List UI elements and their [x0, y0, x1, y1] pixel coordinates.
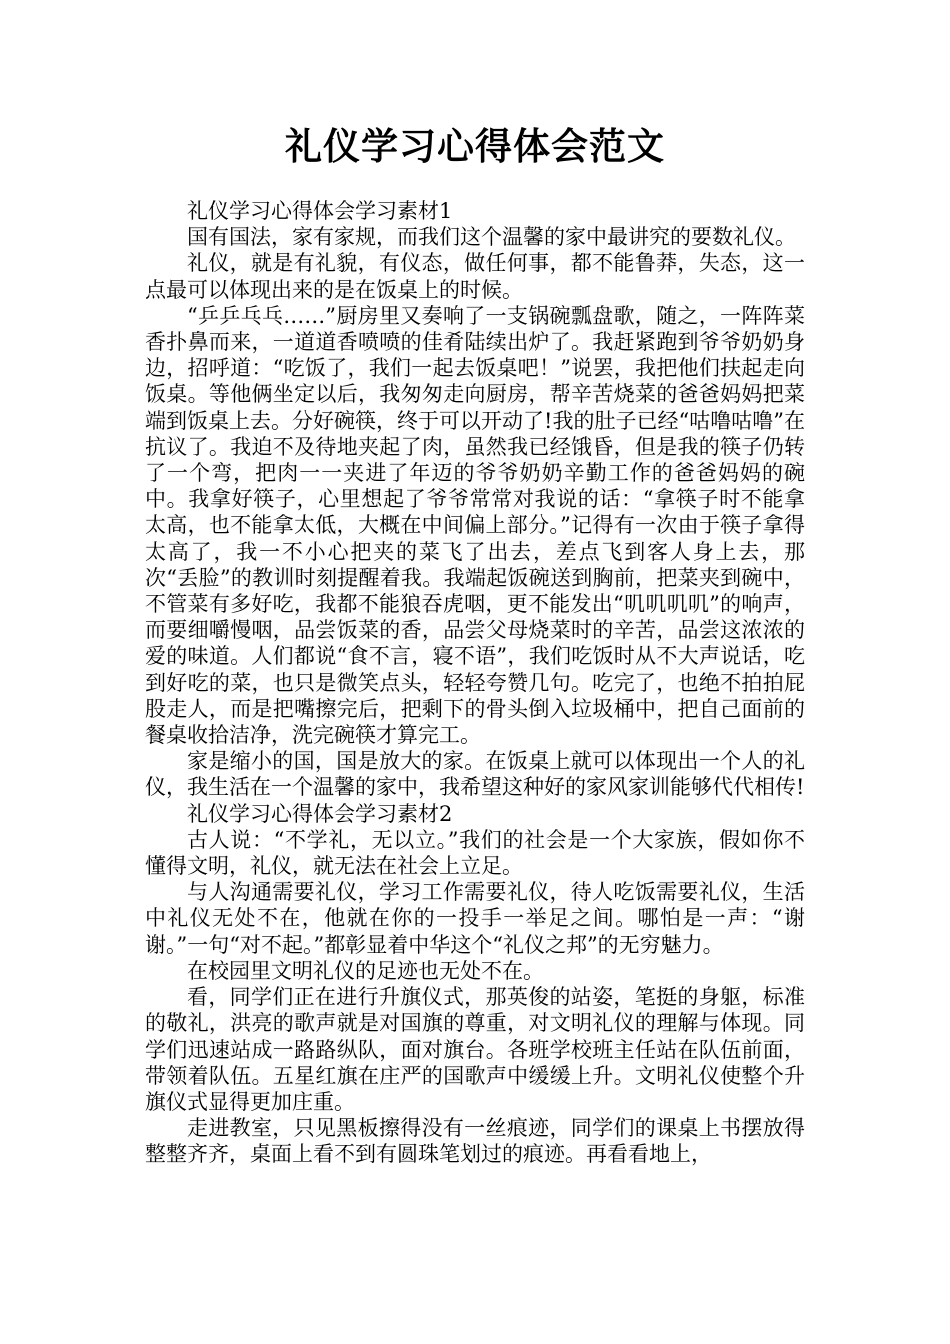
paragraph: “乒乒乓乓……”厨房里又奏响了一支锅碗瓢盘歌，随之，一阵阵菜香扑鼻而来，一道道香喷喷的佳肴陆续出炉了。我赶紧跑到爷爷奶奶身边，招呼道：“吃饭了，我们一起去饭桌吧！”说罢，我把他们扶起走向饭桌。等他俩坐定以后，我匆匆走向厨房，帮辛苦烧菜的爸爸妈妈把菜端到饭桌上去。分好碗筷，终于可以开动了!我的肚子已经“咕噜咕噜”在抗议了。我迫不及待地夹起了肉，虽然我已经饿昏，但是我的筷子仍转了一个弯，把肉一一夹进了年迈的爷爷奶奶辛勤工作的爸爸妈妈的碗中。我拿好筷子，心里想起了爷爷常常对我说的话：“拿筷子时不能拿太高，也不能拿太低，大概在中间偏上部分。”记得有一次由于筷子拿得太高了，我一不小心把夹的菜飞了出去，差点飞到客人身上去，那次“丢脸”的教训时刻提醒着我。我端起饭碗送到胸前，把菜夹到碗中，不管菜有多好吃，我都不能狼吞虎咽，更不能发出“叽叽叽叽”的响声，而要细嚼慢咽，品尝饭菜的香，品尝父母烧菜时的辛苦，品尝这浓浓的爱的味道。人们都说“食不言，寝不语”，我们吃饭时从不大声说话，吃到好吃的菜，也只是微笑点头，轻轻夸赞几句。吃完了，也绝不拍拍屁股走人，而是把嘴擦完后，把剩下的骨头倒入垃圾桶中，把自己面前的餐桌收拾洁净，洗完碗筷才算完工。 [145, 303, 805, 748]
paragraph: 家是缩小的国，国是放大的家。在饭桌上就可以体现出一个人的礼仪，我生活在一个温馨的家中，我希望这种好的家风家训能够代代相传! [145, 749, 805, 800]
paragraph: 在校园里文明礼仪的足迹也无处不在。 [187, 958, 544, 983]
paragraph: 礼仪，就是有礼貌，有仪态，做任何事，都不能鲁莽，失态，这一点最可以体现出来的是在饭桌上的时候。 [145, 251, 805, 302]
paragraph-heading-2: 礼仪学习心得体会学习素材2 [187, 801, 453, 826]
document-body [145, 198, 805, 1168]
paragraph: 与人沟通需要礼仪，学习工作需要礼仪，待人吃饭需要礼仪，生活中礼仪无处不在，他就在你的一投手一举足之间。哪怕是一声：“谢谢。”一句“对不起。”都彰显着中华这个“礼仪之邦”的无穷魅力。 [145, 880, 805, 957]
paragraph: 古人说：“不学礼，无以立。”我们的社会是一个大家族，假如你不懂得文明，礼仪，就无法在社会上立足。 [145, 827, 805, 879]
document-title: 礼仪学习心得体会范文 [285, 125, 665, 168]
paragraph-heading-1: 礼仪学习心得体会学习素材1 [187, 199, 453, 223]
paragraph: 走进教室，只见黑板擦得没有一丝痕迹，同学们的课桌上书摆放得整整齐齐，桌面上看不到有圆珠笔划过的痕迹。再看看地上， [145, 1116, 805, 1167]
paragraph: 国有国法，家有家规，而我们这个温馨的家中最讲究的要数礼仪。 [187, 225, 796, 250]
paragraph: 看，同学们正在进行升旗仪式，那英俊的站姿，笔挺的身躯，标准的敬礼，洪亮的歌声就是对国旗的尊重，对文明礼仪的理解与体现。同学们迅速站成一路路纵队，面对旗台。各班学校班主任站在队伍前面，带领着队伍。五星红旗在庄严的国歌声中缓缓上升。文明礼仪使整个升旗仪式显得更加庄重。 [145, 985, 805, 1114]
